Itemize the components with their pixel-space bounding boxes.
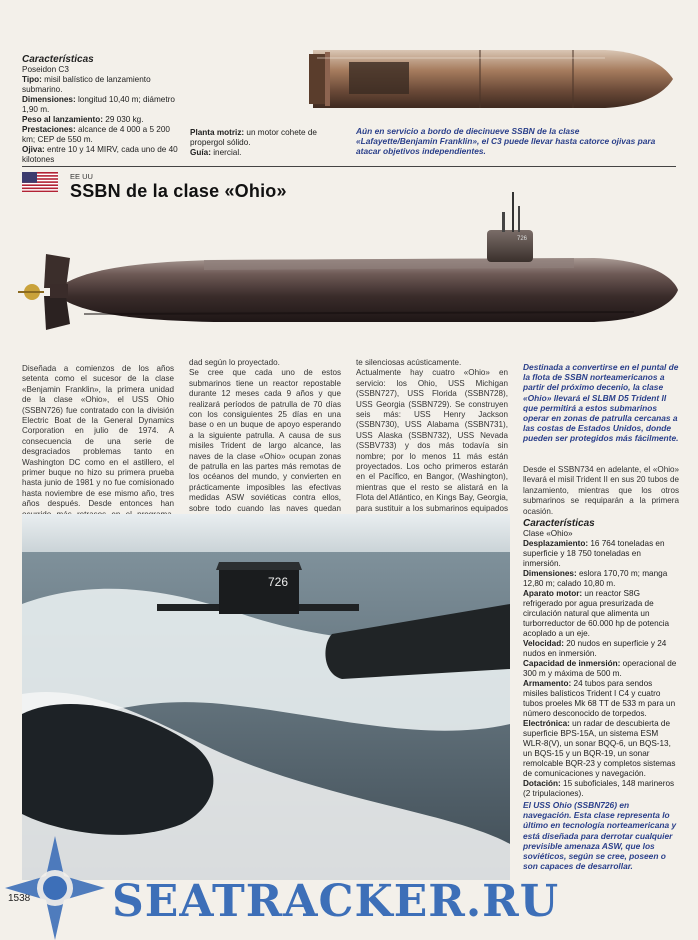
section-divider bbox=[22, 166, 676, 167]
ohio-spec-item: Desplazamiento: 16 764 toneladas en superficie y 18 750 toneladas en inmersión. bbox=[523, 539, 665, 568]
specs-model: Poseidon C3 bbox=[22, 65, 69, 74]
watermark-compass-icon bbox=[0, 836, 110, 940]
ohio-submarine-illustration bbox=[14, 184, 686, 334]
missile-specs: Características Poseidon C3 Tipo: misil balístico de lanzamiento submarino. Dimensiones: longitud 10,40 m; diámetro 1,90 m. Peso al lanzamiento: 29 030 kg. Prestaciones: alcance de 4 000 a 5 200 km; CEP de 550 m. Ojiva: entre 10 y 14 MIRV, cada uno de 40 kilotones bbox=[22, 54, 182, 165]
ohio-spec-item: Aparato motor: un reactor S8G refrigerado por agua presurizada de circulación natural que alimenta un turborreductor de 60.000 hp de potencia acoplado a un eje. bbox=[523, 589, 670, 638]
specs-heading: Características bbox=[22, 54, 94, 65]
ohio-spec-item: Armamento: 24 tubos para sendos misiles balísticos Trident I C4 y cuatro tubos proeles Mk 68 TT de 533 m para un número desconocido de torpedos. bbox=[523, 679, 676, 718]
ohio-caption: Destinada a convertirse en el puntal de la flota de SSBN norteamericanos a partir del próximo decenio, la clase «Ohio» llevará el SLBM D5 Trident II que permitirá a estos submarinos operar en zonas de patrulla cercanas a las costas de Estados Unidos, donde pueden ser protegidos más fácilmente. bbox=[523, 362, 679, 444]
body-column-3: te silenciosas acústicamente. Actualmente hay cuatro «Ohio» en servicio: los Ohio, USS Michigan (SSBN727), USS Florida (SSBN728), USS Georgia (SSBN729). Se construyen seis más: USS Henry Jackson (SSBN730), USS Alabama (SSBN731), USS Alaska (SSBN732), USS Nevada (SSBV733) y dos más todavía sin nombre; por lo menos 11 más están proyectados. Los ocho primeros estarán en el Pacífico, en Bangor, (Washington), mientras que el resto se alistará en la Flota del Atlántico, en Kings Bay, Georgia, para sustituir a los submarinos equipados bbox=[356, 358, 508, 513]
ohio-spec-item: Capacidad de inmersión: operacional de 300 m y máxima de 500 m. bbox=[523, 659, 677, 678]
poseidon-missile-illustration bbox=[305, 44, 680, 114]
ohio-specs-class: Clase «Ohio» bbox=[523, 529, 573, 538]
ohio-spec-item: Electrónica: un radar de descubierta de superficie BPS-15A, un sistema ESM WLR-8(V), un sonar BQQ-6, un BQS-13, un BQS-15 y un BQR-19, un sonar remolcable BQR-23 y completos sistemas de comunicaciones y navegación. bbox=[523, 719, 676, 778]
page-number: 1538 bbox=[8, 893, 31, 904]
photo-scene bbox=[22, 514, 510, 880]
missile-propulsion: Planta motriz: un motor cohete de propergol sólido. Guía: inercial. bbox=[190, 128, 317, 157]
trident-note: Desde el SSBN734 en adelante, el «Ohio» llevará el misil Trident II en sus 20 tubos de lanzamiento, mientras que los otros submarinos se requiparán a la primera ocasión. bbox=[523, 465, 679, 516]
ohio-specs bbox=[523, 518, 677, 799]
ohio-specs-heading: Características bbox=[523, 518, 595, 529]
missile-caption: Aún en servicio a bordo de diecinueve SSBN de la clase «Lafayette/Benjamin Franklin», el C3 puede llevar hasta catorce ojivas para atacar objetivos independientes. bbox=[356, 126, 656, 157]
country-label: EE UU bbox=[70, 172, 93, 181]
body-column-2: dad según lo proyectado. Se cree que cada uno de estos submarinos tiene un reactor repostable durante 12 meses cada 9 años y que realizará períodos de patrulla de 70 días con los consiguientes 25 días en una base o en un buque de apoyo esperando a la siguiente patrulla. A causa de sus misiles Trident de largo alcance, las naves de la clase «Ohio» ocupan zonas de patrulla en las partes más remotas de los océanos del mundo, y convierten en prácticamente imposibles las efectivas medidas ASW soviéticas contra ellos, sobre todo cuando las naves quedan bbox=[189, 358, 341, 513]
body-column-1: Diseñada a comienzos de los años setenta como el sucesor de la clase «Benjamin Franklin», la primera unidad de la clase «Ohio», el USS Ohio (SSBN726) fue contratado con la división Electric Boat de la General Dynamics Corporation en julio de 1974. A consecuencia de una serie de desgraciados problemas tanto en Washington DC como en el astillero, el primer buque no hizo su primera prueba hasta junio de 1981 y no fue comisionado hasta noviembre de ese mismo año, tres años después. Desde entonces han bbox=[22, 364, 174, 509]
ohio-spec-item: Dimensiones: eslora 170,70 m; manga 12,80 m; calado 10,80 m. bbox=[523, 569, 668, 588]
photo-hull-number: 726 bbox=[268, 575, 289, 589]
ohio-spec-item: Dotación: 15 suboficiales, 148 marineros (2 tripulaciones). bbox=[523, 779, 675, 798]
sail-hull-number: 726 bbox=[517, 236, 528, 242]
section-title: SSBN de la clase «Ohio» bbox=[70, 181, 287, 201]
ohio-photo bbox=[22, 514, 510, 880]
photo-caption: El USS Ohio (SSBN726) en navegación. Esta clase representa lo último en tecnología norteamericana y está diseñada para derrotar cualquier previsible amenaza ASW, que los soviéticos, según se cree, poseen o son capaces de desarrollar. bbox=[523, 800, 677, 872]
site-watermark: SEATRACKER.RU bbox=[112, 876, 560, 927]
ohio-spec-item: Velocidad: 20 nudos en superficie y 24 nudos en inmersión. bbox=[523, 639, 667, 658]
